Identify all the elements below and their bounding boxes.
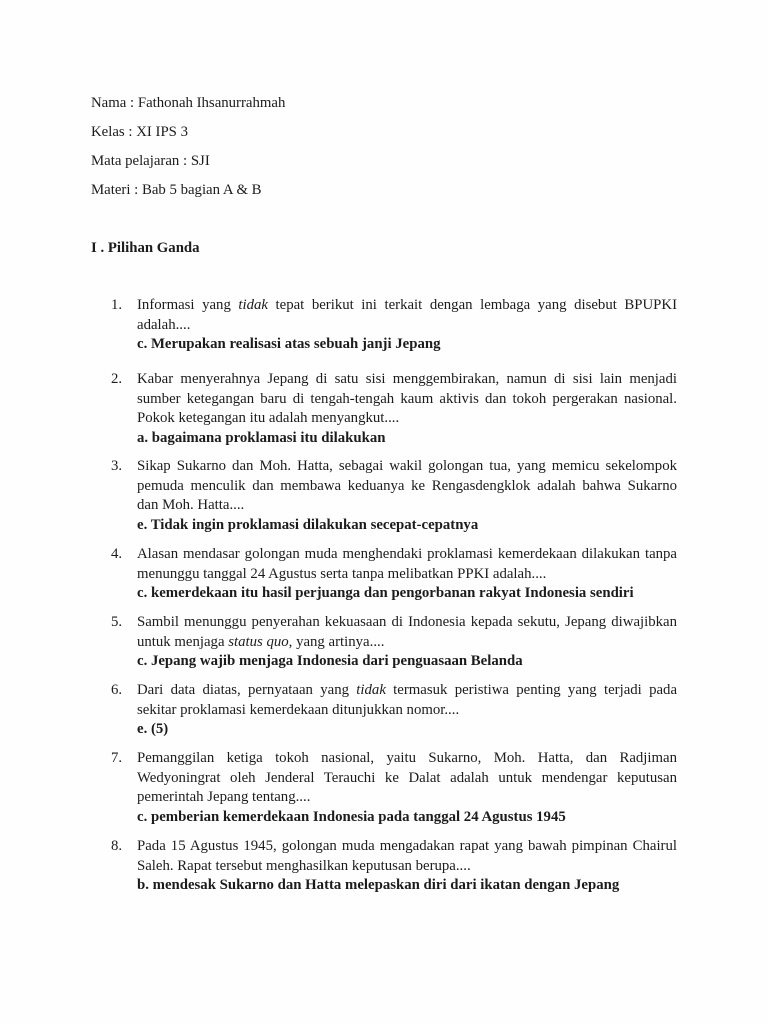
question-1 <box>111 296 678 355</box>
answer: c. Jepang wajib menjaga Indonesia dari penguasaan Belanda <box>137 653 523 670</box>
text-segment: , yang artinya.... <box>288 633 385 650</box>
subject: Mata pelajaran : SJI <box>91 153 210 169</box>
question-number: 8. <box>111 838 123 854</box>
question-3 <box>111 457 677 535</box>
question-text-line <box>137 565 677 585</box>
question-number: 5. <box>111 614 123 630</box>
material: Materi : Bab 5 bagian A & B <box>91 182 262 198</box>
question-text-line <box>137 701 677 721</box>
question-number: 7. <box>111 750 123 766</box>
italic-emphasis: status quo <box>228 633 289 650</box>
text-segment: sumber ketegangan baru di tengah-tengah kaum aktivis dan tokoh pergerakan nasional. <box>137 390 677 407</box>
text-segment: Pada 15 Agustus 1945, golongan muda mengadakan rapat yang bawah pimpinan Chairul <box>137 838 677 854</box>
answer: e. (5) <box>137 721 169 738</box>
section-title: I . Pilihan Ganda <box>91 240 200 256</box>
question-text-line <box>137 769 677 789</box>
text-segment: Sambil menunggu penyerahan kekuasaan di Indonesia kepada sekutu, Jepang diwajibkan <box>137 614 677 630</box>
question-text-line <box>137 613 677 633</box>
text-segment: pemuda menculik dan membawa keduanya ke Rengasdengklok adalah bahwa Sukarno <box>137 477 677 494</box>
answer: b. mendesak Sukarno dan Hatta melepaskan diri dari ikatan dengan Jepang <box>137 877 620 894</box>
question-text-line <box>137 749 677 769</box>
text-segment: Kabar menyerahnya Jepang di satu sisi menggembirakan, namun di sisi lain menjadi <box>137 371 677 387</box>
text-segment: menunggu tanggal 24 Agustus serta tanpa melibatkan PPKI adalah.... <box>137 565 547 582</box>
question-text-line <box>137 788 677 808</box>
question-text-line <box>137 370 677 390</box>
text-segment: sekitar proklamasi kemerdekaan ditunjukkan nomor.... <box>137 701 460 718</box>
answer: a. bagaimana proklamasi itu dilakukan <box>137 429 386 446</box>
text-segment: Pokok ketegangan itu adalah menyangkut.... <box>137 410 400 427</box>
text-segment: Alasan mendasar golongan muda menghendaki proklamasi kemerdekaan dilakukan tanpa <box>137 546 677 562</box>
question-number: 4. <box>111 546 123 562</box>
text-segment: Saleh. Rapat tersebut menghasilkan keputusan berupa.... <box>137 857 471 874</box>
italic-emphasis: tidak <box>356 682 386 698</box>
question-8 <box>111 837 677 896</box>
question-number: 6. <box>111 682 123 698</box>
text-segment: dan Moh. Hatta.... <box>137 497 245 514</box>
question-text-line <box>137 457 677 477</box>
question-text-line <box>137 545 677 565</box>
italic-emphasis: tidak <box>238 297 268 313</box>
question-text-line <box>137 633 677 653</box>
text-segment: Dari data diatas, pernyataan yang <box>137 682 357 698</box>
answer: c. pemberian kemerdekaan Indonesia pada tanggal 24 Agustus 1945 <box>137 808 566 825</box>
text-segment: Sikap Sukarno dan Moh. Hatta, sebagai wakil golongan tua, yang memicu sekelompok <box>137 458 677 474</box>
answer: c. Merupakan realisasi atas sebuah janji Jepang <box>137 336 441 353</box>
text-segment: termasuk peristiwa penting yang terjadi pada <box>385 682 678 698</box>
text-segment: pemerintah Jepang tentang.... <box>137 789 311 806</box>
question-5 <box>111 613 677 672</box>
question-text-line <box>137 316 677 336</box>
answer: e. Tidak ingin proklamasi dilakukan secepat-cepatnya <box>137 516 479 533</box>
text-segment: adalah.... <box>137 316 191 333</box>
text-segment: Informasi yang <box>137 297 239 313</box>
text-segment: untuk menjaga <box>137 633 229 650</box>
question-text-line <box>137 837 677 857</box>
question-text-line <box>137 496 677 516</box>
question-7 <box>111 749 677 827</box>
question-text-line <box>137 681 677 701</box>
question-text-line <box>137 477 677 497</box>
text-segment: Pemanggilan ketiga tokoh nasional, yaitu Sukarno, Moh. Hatta, dan Radjiman <box>137 750 677 766</box>
question-text-line <box>137 409 677 429</box>
text-segment: Wedyoningrat oleh Jenderal Terauchi ke Dalat adalah untuk mendengar keputusan <box>137 769 677 786</box>
student-class: Kelas : XI IPS 3 <box>91 124 188 140</box>
question-text-line <box>137 857 677 877</box>
question-number: 1. <box>111 297 123 313</box>
question-6 <box>111 681 678 740</box>
question-4 <box>111 545 677 604</box>
answer: c. kemerdekaan itu hasil perjuanga dan pengorbanan rakyat Indonesia sendiri <box>137 585 634 602</box>
question-number: 2. <box>111 371 123 387</box>
question-number: 3. <box>111 458 123 474</box>
question-text-line <box>137 296 677 316</box>
question-text-line <box>137 390 677 410</box>
question-2 <box>111 370 677 448</box>
text-segment: tepat berikut ini terkait dengan lembaga yang disebut BPUPKI <box>267 297 678 313</box>
student-name: Nama : Fathonah Ihsanurrahmah <box>91 95 286 111</box>
